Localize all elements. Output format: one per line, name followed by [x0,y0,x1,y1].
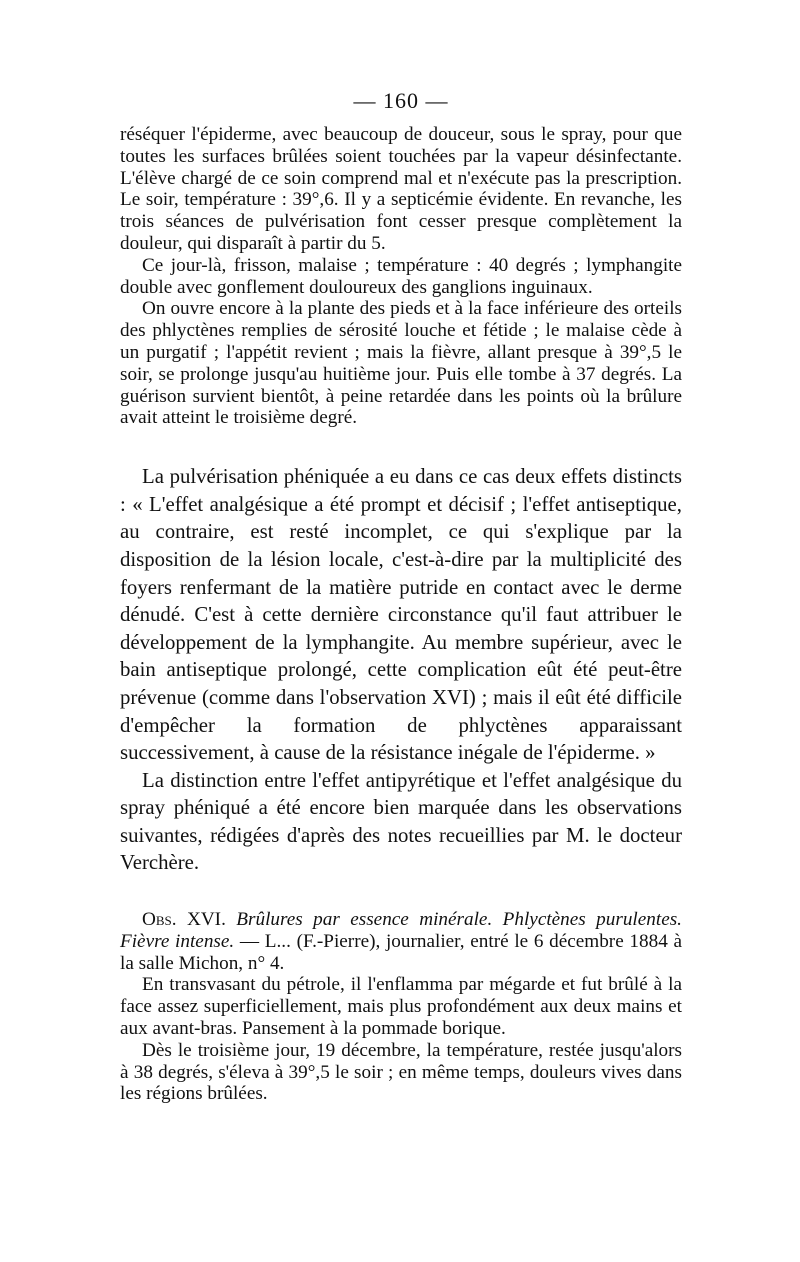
paragraph-distinction: La distinction entre l'effet antipyrétique et l'effet analgésique du spray phéniqué a été encore bien marquée dans les observations suivantes, rédigées d'après des notes recueillies par M. le docteur Verchère. [120,768,682,875]
observation-patient: — L... (F.-Pierre), journalier, entré le 6 décembre 1884 à la salle Michon, n° 4. [120,930,682,974]
paragraph-continuation: réséquer l'épiderme, avec beaucoup de douceur, sous le spray, pour que toutes les surfaces brûlées soient touchées par la vapeur désinfectante. L'élève chargé de ce soin comprend mal et n'exécute pas la prescription. Le soir, température : 39°,6. Il y a septicémie évidente. En revanche, les trois séances de pulvérisation font cesser presque complètement la douleur, qui disparaît à partir du 5. [120,124,682,254]
book-page [120,88,682,1105]
paragraph-lymphangitis: Ce jour-là, frisson, malaise ; température : 40 degrés ; lymphangite double avec gonflement douloureux des ganglions inguinaux. [120,254,682,298]
observation-heading [120,909,682,974]
observation-label: Obs. XVI. [142,909,226,931]
paragraph-phlyctenes: On ouvre encore à la plante des pieds et à la face inférieure des orteils des phlyctènes remplies de sérosité louche et fétide ; le malaise cède à un purgatif ; l'appétit revient ; mais la fièvre, allant presque à 39°,5 le soir, se prolonge jusqu'au huitième jour. Puis elle tombe à 37 degrés. La guérison survient bientôt, à peine retardée dans les points où la brûlure avait atteint le troisième degré. [120,298,682,429]
observation-paragraph-fever: Dès le troisième jour, 19 décembre, la température, restée jusqu'alors à 38 degrés, s'éleva à 39°,5 le soir ; en même temps, douleurs vives dans les régions brûlées. [120,1039,682,1105]
page-number: — 160 — [353,88,449,113]
observation-paragraph-accident: En transvasant du pétrole, il l'enflamma par mégarde et fut brûlé à la face assez superficiellement, mais plus profondément aux deux mains et aux avant-bras. Pansement à la pommade borique. [120,974,682,1040]
paragraph-pulverisation-effects: La pulvérisation phéniquée a eu dans ce cas deux effets distincts : « L'effet analgésique a été prompt et décisif ; l'effet antiseptique, au contraire, est resté incomplet, ce qui s'explique par la disposition de la lésion locale, c'est-à-dire par la multiplicité des foyers renfermant de la matière putride en contact avec le derme dénudé. C'est à cette dernière circonstance qu'il faut attribuer le développement de la lymphangite. Au membre supérieur, avec le bain antiseptique prolongé, cette complication eût été peut-être prévenue (comme dans l'observation XVI) ; mais il eût été difficile d'empêcher la formation de phlyctènes apparaissant successivement, à cause de la résistance inégale de l'épiderme. » [120,465,682,765]
observation-title: Brûlures par essence minérale. Phlyctènes purulentes. Fièvre intense. [120,909,682,952]
